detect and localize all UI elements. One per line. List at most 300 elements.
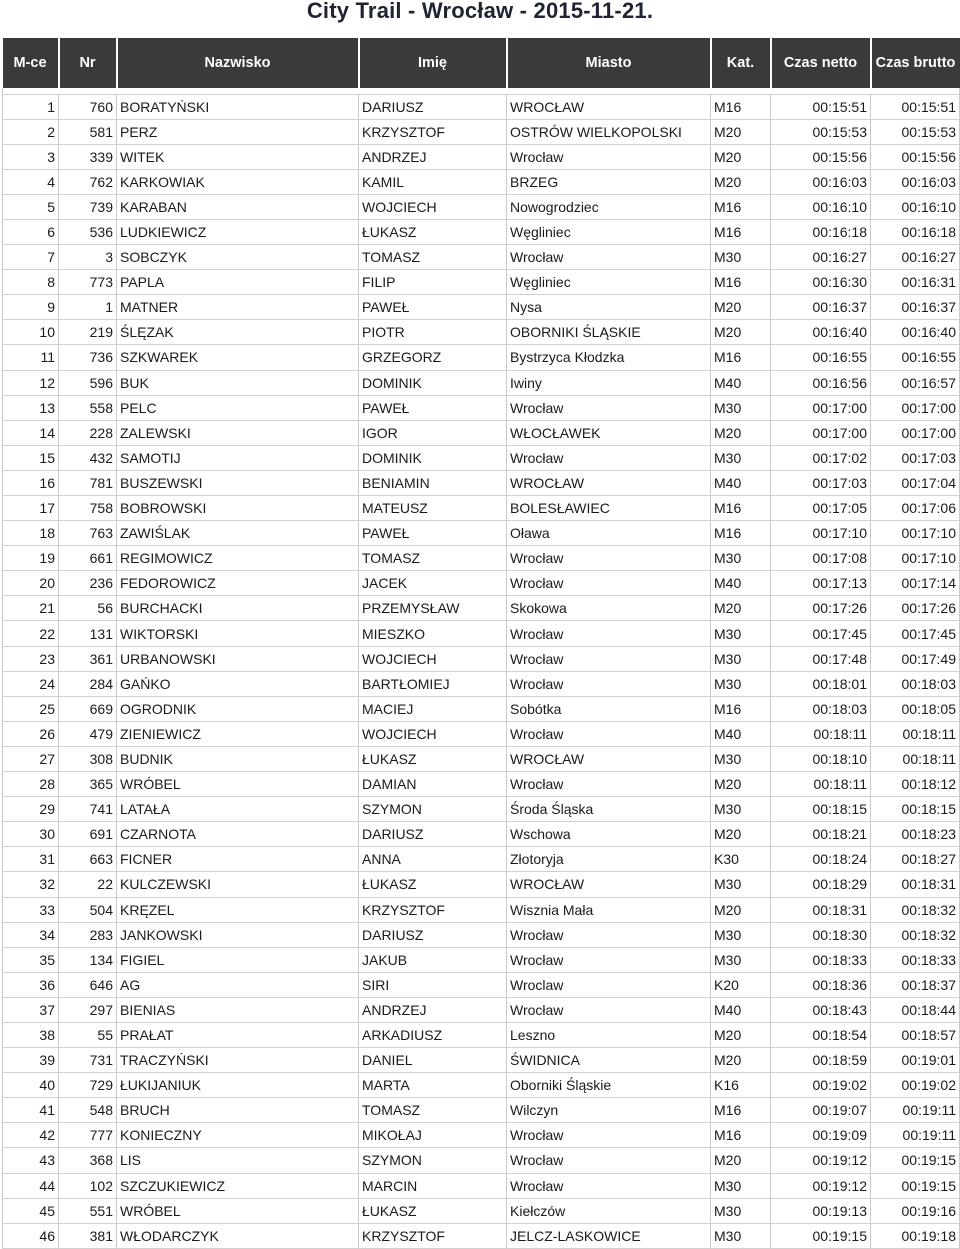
surname-cell: LATAŁA: [117, 797, 359, 822]
category-cell: M20: [711, 295, 771, 320]
category-cell: M30: [711, 621, 771, 646]
bib-cell: 736: [59, 345, 117, 370]
place-cell: 26: [3, 721, 59, 746]
city-cell: WROCŁAW: [507, 872, 711, 897]
gross-time-cell: 00:16:37: [871, 295, 960, 320]
bib-cell: 504: [59, 897, 117, 922]
city-cell: Wrocław: [507, 1123, 711, 1148]
firstname-cell: IGOR: [359, 420, 507, 445]
firstname-cell: ŁUKASZ: [359, 746, 507, 771]
bib-cell: 729: [59, 1073, 117, 1098]
net-time-cell: 00:16:55: [771, 345, 871, 370]
gross-time-cell: 00:16:40: [871, 320, 960, 345]
place-cell: 18: [3, 521, 59, 546]
surname-cell: ŚLĘZAK: [117, 320, 359, 345]
gross-time-cell: 00:19:11: [871, 1123, 960, 1148]
net-time-cell: 00:18:03: [771, 696, 871, 721]
category-cell: M16: [711, 521, 771, 546]
firstname-cell: ŁUKASZ: [359, 219, 507, 244]
category-cell: M20: [711, 169, 771, 194]
place-cell: 46: [3, 1223, 59, 1248]
table-row: [3, 420, 960, 445]
gross-time-cell: 00:16:10: [871, 194, 960, 219]
city-cell: WROCŁAW: [507, 746, 711, 771]
category-cell: M16: [711, 194, 771, 219]
surname-cell: TRACZYŃSKI: [117, 1048, 359, 1073]
gross-time-cell: 00:19:18: [871, 1223, 960, 1248]
net-time-cell: 00:16:37: [771, 295, 871, 320]
firstname-cell: MARCIN: [359, 1173, 507, 1198]
surname-cell: ZAWIŚLAK: [117, 521, 359, 546]
bib-cell: 548: [59, 1098, 117, 1123]
place-cell: 8: [3, 270, 59, 295]
surname-cell: SOBCZYK: [117, 245, 359, 270]
place-cell: 34: [3, 922, 59, 947]
firstname-cell: TOMASZ: [359, 546, 507, 571]
gross-time-cell: 00:17:49: [871, 646, 960, 671]
table-row: [3, 1198, 960, 1223]
city-cell: Wrocław: [507, 571, 711, 596]
net-time-cell: 00:19:13: [771, 1198, 871, 1223]
net-time-cell: 00:17:26: [771, 596, 871, 621]
surname-cell: BUSZEWSKI: [117, 470, 359, 495]
place-cell: 5: [3, 194, 59, 219]
category-cell: M20: [711, 897, 771, 922]
bib-cell: 781: [59, 470, 117, 495]
bib-cell: 758: [59, 496, 117, 521]
place-cell: 25: [3, 696, 59, 721]
category-cell: M30: [711, 947, 771, 972]
firstname-cell: MIKOŁAJ: [359, 1123, 507, 1148]
bib-cell: 596: [59, 370, 117, 395]
gross-time-cell: 00:19:02: [871, 1073, 960, 1098]
surname-cell: KULCZEWSKI: [117, 872, 359, 897]
firstname-cell: MACIEJ: [359, 696, 507, 721]
surname-cell: AG: [117, 972, 359, 997]
gross-time-cell: 00:15:51: [871, 94, 960, 119]
firstname-cell: DANIEL: [359, 1048, 507, 1073]
net-time-cell: 00:19:02: [771, 1073, 871, 1098]
place-cell: 17: [3, 496, 59, 521]
bib-cell: 339: [59, 144, 117, 169]
firstname-cell: PRZEMYSŁAW: [359, 596, 507, 621]
bib-cell: 3: [59, 245, 117, 270]
bib-cell: 219: [59, 320, 117, 345]
gross-time-cell: 00:17:06: [871, 496, 960, 521]
bib-cell: 1: [59, 295, 117, 320]
surname-cell: KARKOWIAK: [117, 169, 359, 194]
col-header-gross-time: Czas brutto: [871, 38, 960, 88]
table-row: [3, 621, 960, 646]
surname-cell: JANKOWSKI: [117, 922, 359, 947]
surname-cell: SZKWAREK: [117, 345, 359, 370]
city-cell: Wrocław: [507, 1148, 711, 1173]
firstname-cell: ANNA: [359, 847, 507, 872]
net-time-cell: 00:17:48: [771, 646, 871, 671]
surname-cell: WŁODARCZYK: [117, 1223, 359, 1248]
firstname-cell: JACEK: [359, 571, 507, 596]
surname-cell: BRUCH: [117, 1098, 359, 1123]
gross-time-cell: 00:16:55: [871, 345, 960, 370]
page-title: City Trail - Wrocław - 2015-11-21.: [306, 0, 654, 23]
net-time-cell: 00:19:09: [771, 1123, 871, 1148]
table-row: [3, 320, 960, 345]
gross-time-cell: 00:18:11: [871, 746, 960, 771]
table-row: [3, 119, 960, 144]
surname-cell: MATNER: [117, 295, 359, 320]
gross-time-cell: 00:18:32: [871, 897, 960, 922]
city-cell: Wroclaw: [507, 972, 711, 997]
net-time-cell: 00:16:18: [771, 219, 871, 244]
table-row: [3, 596, 960, 621]
net-time-cell: 00:15:53: [771, 119, 871, 144]
col-header-bib: Nr: [59, 38, 117, 88]
place-cell: 9: [3, 295, 59, 320]
net-time-cell: 00:18:54: [771, 1022, 871, 1047]
place-cell: 16: [3, 470, 59, 495]
surname-cell: WRÓBEL: [117, 1198, 359, 1223]
place-cell: 39: [3, 1048, 59, 1073]
table-row: [3, 671, 960, 696]
firstname-cell: SIRI: [359, 972, 507, 997]
table-row: [3, 245, 960, 270]
gross-time-cell: 00:17:03: [871, 445, 960, 470]
city-cell: Kiełczów: [507, 1198, 711, 1223]
category-cell: M30: [711, 1198, 771, 1223]
table-row: [3, 822, 960, 847]
surname-cell: ŁUKIJANIUK: [117, 1073, 359, 1098]
place-cell: 13: [3, 395, 59, 420]
firstname-cell: ANDRZEJ: [359, 144, 507, 169]
category-cell: M40: [711, 721, 771, 746]
bib-cell: 581: [59, 119, 117, 144]
city-cell: Węgliniec: [507, 219, 711, 244]
table-row: [3, 370, 960, 395]
net-time-cell: 00:18:59: [771, 1048, 871, 1073]
category-cell: M16: [711, 1098, 771, 1123]
bib-cell: 361: [59, 646, 117, 671]
city-cell: Sobótka: [507, 696, 711, 721]
table-row: [3, 1148, 960, 1173]
net-time-cell: 00:17:03: [771, 470, 871, 495]
surname-cell: KARABAN: [117, 194, 359, 219]
place-cell: 11: [3, 345, 59, 370]
place-cell: 31: [3, 847, 59, 872]
place-cell: 3: [3, 144, 59, 169]
bib-cell: 236: [59, 571, 117, 596]
city-cell: Skokowa: [507, 596, 711, 621]
surname-cell: SZCZUKIEWICZ: [117, 1173, 359, 1198]
gross-time-cell: 00:16:18: [871, 219, 960, 244]
place-cell: 36: [3, 972, 59, 997]
net-time-cell: 00:18:29: [771, 872, 871, 897]
gross-time-cell: 00:17:10: [871, 521, 960, 546]
col-header-firstname: Imię: [359, 38, 507, 88]
bib-cell: 741: [59, 797, 117, 822]
bib-cell: 763: [59, 521, 117, 546]
bib-cell: 55: [59, 1022, 117, 1047]
table-row: [3, 721, 960, 746]
col-header-city: Miasto: [507, 38, 711, 88]
firstname-cell: WOJCIECH: [359, 194, 507, 219]
bib-cell: 297: [59, 997, 117, 1022]
place-cell: 35: [3, 947, 59, 972]
net-time-cell: 00:19:12: [771, 1173, 871, 1198]
net-time-cell: 00:16:40: [771, 320, 871, 345]
net-time-cell: 00:18:11: [771, 772, 871, 797]
table-row: [3, 1173, 960, 1198]
net-time-cell: 00:19:12: [771, 1148, 871, 1173]
place-cell: 42: [3, 1123, 59, 1148]
city-cell: WŁOCŁAWEK: [507, 420, 711, 445]
category-cell: M30: [711, 395, 771, 420]
net-time-cell: 00:17:00: [771, 395, 871, 420]
gross-time-cell: 00:18:33: [871, 947, 960, 972]
firstname-cell: PAWEŁ: [359, 295, 507, 320]
firstname-cell: ŁUKASZ: [359, 872, 507, 897]
table-row: [3, 470, 960, 495]
category-cell: M40: [711, 997, 771, 1022]
surname-cell: PERZ: [117, 119, 359, 144]
gross-time-cell: 00:17:45: [871, 621, 960, 646]
firstname-cell: KRZYSZTOF: [359, 897, 507, 922]
gross-time-cell: 00:18:57: [871, 1022, 960, 1047]
gross-time-cell: 00:18:32: [871, 922, 960, 947]
surname-cell: PELC: [117, 395, 359, 420]
firstname-cell: FILIP: [359, 270, 507, 295]
city-cell: BOLESŁAWIEC: [507, 496, 711, 521]
net-time-cell: 00:17:05: [771, 496, 871, 521]
city-cell: Wrocław: [507, 721, 711, 746]
place-cell: 1: [3, 94, 59, 119]
bib-cell: 56: [59, 596, 117, 621]
place-cell: 45: [3, 1198, 59, 1223]
table-row: [3, 646, 960, 671]
firstname-cell: ŁUKASZ: [359, 1198, 507, 1223]
category-cell: M20: [711, 119, 771, 144]
city-cell: Iwiny: [507, 370, 711, 395]
bib-cell: 739: [59, 194, 117, 219]
surname-cell: BUDNIK: [117, 746, 359, 771]
city-cell: Wilczyn: [507, 1098, 711, 1123]
gross-time-cell: 00:18:11: [871, 721, 960, 746]
category-cell: M20: [711, 822, 771, 847]
firstname-cell: WOJCIECH: [359, 646, 507, 671]
firstname-cell: SZYMON: [359, 797, 507, 822]
place-cell: 21: [3, 596, 59, 621]
bib-cell: 551: [59, 1198, 117, 1223]
gross-time-cell: 00:18:05: [871, 696, 960, 721]
firstname-cell: TOMASZ: [359, 245, 507, 270]
surname-cell: ZALEWSKI: [117, 420, 359, 445]
table-row: [3, 1223, 960, 1248]
net-time-cell: 00:18:01: [771, 671, 871, 696]
col-header-place: M-ce: [3, 38, 59, 88]
firstname-cell: KRZYSZTOF: [359, 1223, 507, 1248]
place-cell: 40: [3, 1073, 59, 1098]
gross-time-cell: 00:17:10: [871, 546, 960, 571]
surname-cell: GAŃKO: [117, 671, 359, 696]
place-cell: 19: [3, 546, 59, 571]
firstname-cell: TOMASZ: [359, 1098, 507, 1123]
table-row: [3, 571, 960, 596]
city-cell: Środa Śląska: [507, 797, 711, 822]
city-cell: Wrocław: [507, 997, 711, 1022]
surname-cell: KONIECZNY: [117, 1123, 359, 1148]
city-cell: Wrocław: [507, 1173, 711, 1198]
city-cell: Węgliniec: [507, 270, 711, 295]
city-cell: OBORNIKI ŚLĄSKIE: [507, 320, 711, 345]
surname-cell: PRAŁAT: [117, 1022, 359, 1047]
place-cell: 14: [3, 420, 59, 445]
city-cell: Oborniki Śląskie: [507, 1073, 711, 1098]
net-time-cell: 00:16:03: [771, 169, 871, 194]
bib-cell: 760: [59, 94, 117, 119]
gross-time-cell: 00:19:15: [871, 1148, 960, 1173]
place-cell: 6: [3, 219, 59, 244]
gross-time-cell: 00:18:27: [871, 847, 960, 872]
city-cell: Wrocław: [507, 395, 711, 420]
net-time-cell: 00:15:51: [771, 94, 871, 119]
net-time-cell: 00:17:08: [771, 546, 871, 571]
gross-time-cell: 00:17:26: [871, 596, 960, 621]
firstname-cell: GRZEGORZ: [359, 345, 507, 370]
table-row: [3, 947, 960, 972]
net-time-cell: 00:17:00: [771, 420, 871, 445]
net-time-cell: 00:18:24: [771, 847, 871, 872]
results-body: [3, 88, 960, 1248]
gross-time-cell: 00:19:15: [871, 1173, 960, 1198]
table-row: [3, 696, 960, 721]
surname-cell: BIENIAS: [117, 997, 359, 1022]
table-row: [3, 219, 960, 244]
surname-cell: ZIENIEWICZ: [117, 721, 359, 746]
category-cell: M30: [711, 671, 771, 696]
firstname-cell: BENIAMIN: [359, 470, 507, 495]
net-time-cell: 00:16:10: [771, 194, 871, 219]
gross-time-cell: 00:16:27: [871, 245, 960, 270]
place-cell: 23: [3, 646, 59, 671]
surname-cell: LUDKIEWICZ: [117, 219, 359, 244]
firstname-cell: PAWEŁ: [359, 521, 507, 546]
firstname-cell: KRZYSZTOF: [359, 119, 507, 144]
gross-time-cell: 00:18:31: [871, 872, 960, 897]
table-row: [3, 94, 960, 119]
gross-time-cell: 00:18:44: [871, 997, 960, 1022]
net-time-cell: 00:18:21: [771, 822, 871, 847]
surname-cell: WRÓBEL: [117, 772, 359, 797]
category-cell: K30: [711, 847, 771, 872]
surname-cell: REGIMOWICZ: [117, 546, 359, 571]
bib-cell: 691: [59, 822, 117, 847]
category-cell: M16: [711, 696, 771, 721]
bib-cell: 102: [59, 1173, 117, 1198]
gross-time-cell: 00:17:00: [871, 420, 960, 445]
gross-time-cell: 00:18:15: [871, 797, 960, 822]
bib-cell: 308: [59, 746, 117, 771]
table-row: [3, 345, 960, 370]
firstname-cell: ARKADIUSZ: [359, 1022, 507, 1047]
table-row: [3, 194, 960, 219]
surname-cell: BUK: [117, 370, 359, 395]
net-time-cell: 00:18:36: [771, 972, 871, 997]
bib-cell: 432: [59, 445, 117, 470]
net-time-cell: 00:18:33: [771, 947, 871, 972]
bib-cell: 661: [59, 546, 117, 571]
bib-cell: 646: [59, 972, 117, 997]
gross-time-cell: 00:18:37: [871, 972, 960, 997]
category-cell: M30: [711, 1173, 771, 1198]
place-cell: 7: [3, 245, 59, 270]
table-row: [3, 169, 960, 194]
city-cell: Wrocław: [507, 621, 711, 646]
city-cell: Wrocław: [507, 546, 711, 571]
category-cell: M30: [711, 922, 771, 947]
gross-time-cell: 00:17:14: [871, 571, 960, 596]
surname-cell: FICNER: [117, 847, 359, 872]
table-row: [3, 1098, 960, 1123]
table-row: [3, 922, 960, 947]
bib-cell: 773: [59, 270, 117, 295]
surname-cell: BURCHACKI: [117, 596, 359, 621]
bib-cell: 365: [59, 772, 117, 797]
net-time-cell: 00:18:43: [771, 997, 871, 1022]
net-time-cell: 00:16:27: [771, 245, 871, 270]
results-table: [2, 38, 960, 1249]
surname-cell: PAPLA: [117, 270, 359, 295]
category-cell: M16: [711, 270, 771, 295]
table-row: [3, 496, 960, 521]
firstname-cell: BARTŁOMIEJ: [359, 671, 507, 696]
surname-cell: WITEK: [117, 144, 359, 169]
firstname-cell: PIOTR: [359, 320, 507, 345]
place-cell: 4: [3, 169, 59, 194]
category-cell: M16: [711, 94, 771, 119]
gross-time-cell: 00:16:03: [871, 169, 960, 194]
surname-cell: KRĘZEL: [117, 897, 359, 922]
net-time-cell: 00:18:31: [771, 897, 871, 922]
city-cell: Oława: [507, 521, 711, 546]
firstname-cell: MARTA: [359, 1073, 507, 1098]
category-cell: M30: [711, 646, 771, 671]
city-cell: JELCZ-LASKOWICE: [507, 1223, 711, 1248]
category-cell: M40: [711, 470, 771, 495]
firstname-cell: DOMINIK: [359, 370, 507, 395]
gross-time-cell: 00:19:16: [871, 1198, 960, 1223]
firstname-cell: MATEUSZ: [359, 496, 507, 521]
city-cell: Wrocław: [507, 445, 711, 470]
category-cell: M20: [711, 144, 771, 169]
category-cell: M30: [711, 797, 771, 822]
bib-cell: 283: [59, 922, 117, 947]
table-row: [3, 1123, 960, 1148]
bib-cell: 731: [59, 1048, 117, 1073]
surname-cell: LIS: [117, 1148, 359, 1173]
gross-time-cell: 00:17:00: [871, 395, 960, 420]
firstname-cell: PAWEŁ: [359, 395, 507, 420]
place-cell: 38: [3, 1022, 59, 1047]
city-cell: Wrocław: [507, 922, 711, 947]
category-cell: K20: [711, 972, 771, 997]
gross-time-cell: 00:18:12: [871, 772, 960, 797]
place-cell: 29: [3, 797, 59, 822]
table-row: [3, 746, 960, 771]
city-cell: Wrocław: [507, 947, 711, 972]
firstname-cell: WOJCIECH: [359, 721, 507, 746]
header-row: [3, 38, 960, 88]
city-cell: Nysa: [507, 295, 711, 320]
surname-cell: CZARNOTA: [117, 822, 359, 847]
